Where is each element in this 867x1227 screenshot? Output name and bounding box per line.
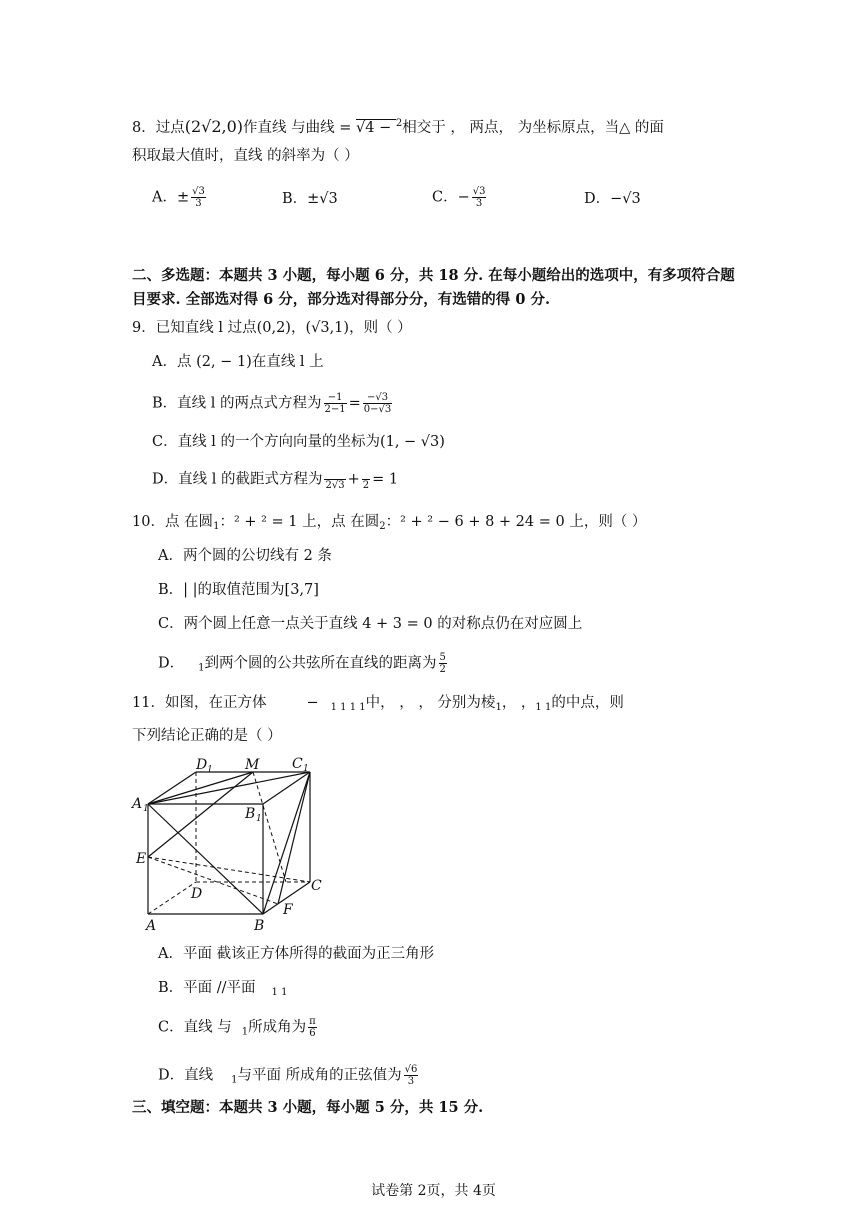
q11-stem-line1	[132, 693, 624, 718]
section3-heading: 三、填空题：本题共 3 小题，每小题 5 分，共 15 分.	[132, 1099, 484, 1116]
q11-d-text-b: 与平面 所成角的正弦值为	[237, 1067, 402, 1084]
label-a1: A	[132, 796, 143, 812]
seg-a1-m	[148, 772, 253, 804]
q11-b-text: B．平面 //平面	[158, 980, 256, 996]
q11-option-d	[158, 1064, 420, 1091]
q11-option-b	[158, 978, 287, 1003]
q11-d-den: 3	[407, 1076, 415, 1087]
q8-text: 8．过点	[132, 120, 185, 136]
q11-text-e: 的中点，则	[551, 695, 624, 711]
q10-text-e: ² + ² − 6 + 8 + 24 = 0 上，则（ ）	[400, 514, 647, 530]
seg-e-c	[148, 857, 310, 882]
q10-d-frac	[439, 652, 447, 675]
seg-m-e	[148, 772, 256, 857]
q8-a-label: A．±	[152, 189, 190, 206]
q8-option-c	[432, 186, 488, 209]
q9-d-den2: 2	[362, 480, 370, 491]
section2-line1: 二、多选题：本题共 3 小题，每小题 6 分，共 18 分. 在每小题给出的选项中，有多项符合题	[132, 267, 735, 284]
cube-figure	[128, 752, 338, 937]
q9-d-frac1	[324, 468, 345, 491]
q8-stem-line1	[132, 114, 664, 138]
q11-c-num: π	[309, 1016, 316, 1027]
q10-sub2: 2	[379, 521, 386, 532]
cube-solid-edges	[148, 772, 310, 914]
q9-d-num1	[324, 468, 345, 480]
q9-option-a: A．点 (2, − 1)在直线 l 上	[152, 354, 324, 370]
label-d: D	[191, 886, 203, 902]
q11-subs: 1 1 1 1	[330, 702, 366, 713]
cube-hidden-edges	[148, 772, 310, 914]
q10-text-c: ² + ² = 1 上，点 在圆	[233, 514, 380, 530]
page-footer: 试卷第 2页，共 4页	[371, 1183, 496, 1199]
label-e: E	[136, 851, 147, 867]
label-c1: C	[292, 756, 303, 772]
q11-text-c: 中， ， ， 分别为棱	[365, 695, 496, 711]
q11-d-text-a: D．直线	[158, 1067, 214, 1084]
q9-b-frac2	[363, 392, 392, 415]
q9-stem: 9．已知直线 l 过点(0,2)，(√3,1)，则（ ）	[132, 320, 412, 336]
q9-d-eq: = 1	[372, 471, 399, 488]
q8-text-b: 作直线 与曲线 =	[243, 120, 357, 136]
q10-stem	[132, 512, 646, 537]
q9-b-num1: −1	[324, 392, 347, 404]
cube-labels	[130, 756, 322, 934]
q8-c-den: 3	[475, 198, 483, 209]
label-c1-sub: 1	[303, 764, 309, 774]
label-a: A	[146, 918, 157, 934]
q10-option-a: A．两个圆的公切线有 2 条	[158, 548, 332, 564]
q11-c-den: 6	[309, 1028, 316, 1039]
q8-stem-line2: 积取最大值时，直线 的斜率为（ ）	[132, 148, 359, 164]
q10-option-d	[158, 652, 449, 679]
label-d1-sub: 1	[207, 765, 213, 775]
q8-text-c: 相交于 ， 两点， 为坐标原点，当△ 的面	[402, 120, 664, 136]
q8-option-a	[152, 186, 208, 209]
q9-b-num2: −√3	[363, 392, 392, 404]
label-b1-sub: 1	[256, 814, 262, 824]
q9-b-frac1	[324, 392, 347, 415]
q11-option-a: A．平面 截该正方体所得的截面为正三角形	[158, 946, 435, 962]
q8-c-frac	[472, 186, 487, 209]
seg-b-c1	[263, 772, 310, 914]
q10-option-b: B．| |的取值范围为[3,7]	[158, 582, 319, 598]
q10-d-den: 2	[439, 664, 446, 675]
q8-a-frac	[191, 186, 206, 209]
q10-option-c: C．两个圆上任意一点关于直线 4 + 3 = 0 的对称点仍在对应圆上	[158, 616, 583, 632]
q9-b-text: B．直线 l 的两点式方程为	[152, 395, 322, 412]
label-b: B	[254, 918, 265, 934]
edge-a-d	[148, 882, 196, 914]
q9-d-plus: +	[347, 471, 360, 488]
section2-line2: 目要求. 全部选对得 6 分，部分选对得部分分，有选错的得 0 分.	[132, 291, 551, 308]
q9-d-frac2	[362, 468, 370, 491]
q11-d-sub: 1	[231, 1074, 238, 1086]
q11-d-frac	[404, 1064, 419, 1087]
q8-c-num: √3	[472, 186, 486, 197]
label-c: C	[311, 878, 322, 894]
q10-d-sub: 1	[198, 662, 205, 674]
seg-m-c	[253, 772, 286, 882]
q10-sub1: 1	[213, 521, 220, 532]
q10-d-text-b: 到两个圆的公共弦所在直线的距离为	[204, 655, 437, 672]
q8-c-label: C．−	[432, 189, 470, 206]
q9-option-b	[152, 392, 394, 415]
q9-b-den2: 0−√3	[363, 404, 392, 415]
q11-sub2: 1 1	[535, 702, 552, 713]
q9-d-den1: 2√3	[325, 480, 345, 491]
label-d1: D	[196, 757, 208, 773]
q10-text-b: ：	[219, 514, 234, 530]
q11-b-subs: 1 1	[271, 987, 288, 998]
seg-f-c1	[278, 772, 310, 904]
label-f: F	[283, 902, 293, 918]
q11-c-frac	[308, 1016, 317, 1039]
q8-point: (2√2,0)	[184, 117, 244, 136]
q10-text-a: 10．点 在圆	[132, 514, 214, 530]
q9-d-text: D．直线 l 的截距式方程为	[152, 471, 323, 488]
q9-option-c: C．直线 l 的一个方向向量的坐标为(1, − √3)	[152, 434, 445, 450]
q10-d-num: 5	[439, 652, 446, 663]
q11-stem-line2: 下列结论正确的是（ ）	[132, 728, 282, 744]
q11-text-a: 11．如图，在正方体	[132, 695, 267, 711]
q11-c-text-b: 所成角为	[248, 1019, 307, 1036]
q8-option-b: B．±√3	[282, 191, 338, 207]
q11-text-d: ， ，	[501, 695, 536, 711]
q11-c-text-a: C．直线 与	[158, 1019, 232, 1036]
label-b1: B	[245, 806, 256, 822]
q9-option-d	[152, 468, 398, 491]
q11-c-sub: 1	[241, 1026, 249, 1038]
q8-curve-exp: 2	[395, 118, 403, 129]
q11-d-num: √6	[404, 1064, 418, 1075]
q10-text-d: ：	[385, 514, 401, 530]
q8-a-den: 3	[195, 198, 202, 209]
q9-b-den1: 2−1	[324, 404, 346, 415]
q8-curve: √4 −	[356, 120, 396, 136]
q10-d-text-a: D．	[158, 655, 185, 672]
q8-option-d: D．−√3	[584, 191, 641, 207]
q9-b-eq: =	[348, 395, 361, 412]
q11-text-b: −	[306, 695, 319, 711]
q11-sub1: 1	[495, 702, 502, 713]
q11-option-c	[158, 1016, 319, 1043]
q9-d-num2	[362, 468, 370, 480]
seg-e-f	[148, 857, 278, 904]
label-m: M	[245, 757, 260, 773]
label-a1-sub: 1	[143, 804, 149, 814]
q8-a-num: √3	[192, 186, 205, 197]
